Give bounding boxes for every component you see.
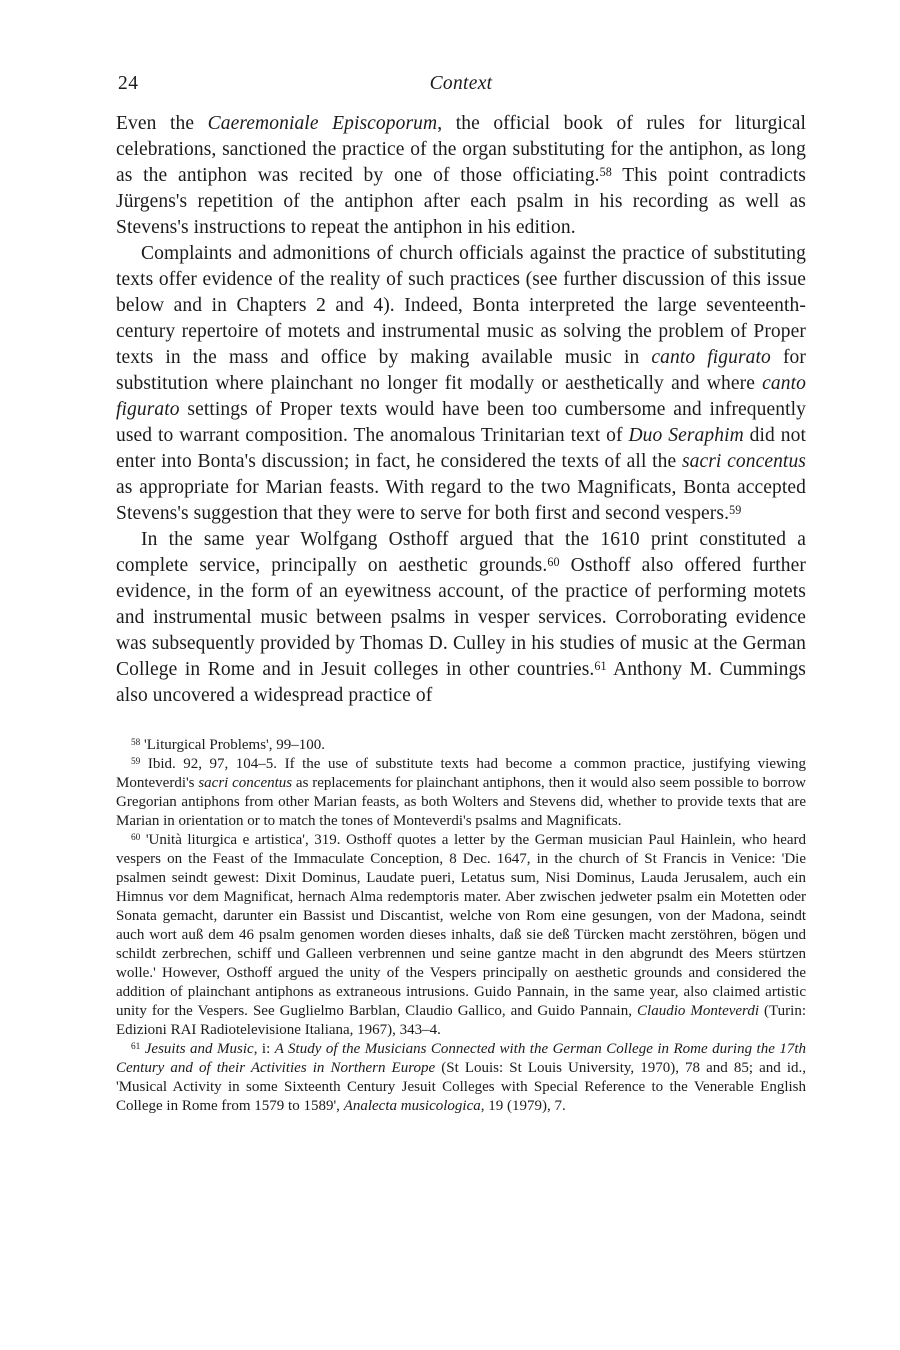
body-paragraph: In the same year Wolfgang Osthoff argued that the 1610 print constituted a complete service, principally on aesthetic grounds.$^{60}$ Osthoff also offered further evidence, in the form of an eyewitness account, of the practice of performing motets and instrumental music between psalms in vesper services. Corroborating evidence was subsequently provided by Thomas D. Culley in his studies of music at the German College in Rome and in Jesuit colleges in other countries.$^{61}$ Anthony M. Cummings also uncovered a widespread practice of xyxy=(116,529,806,706)
body-paragraph: Even the Caeremoniale Episcoporum, the official book of rules for liturgical celebrations, sanctioned the practice of the organ substituting for the antiphon, as long as the antiphon was recited by one of those officiating.$^{58}$ This point contradicts Jürgens's repetition of the antiphon after each psalm in his recording as well as Stevens's instructions to repeat the antiphon in his edition. xyxy=(116,113,806,238)
page-number: 24 xyxy=(118,73,139,94)
text-column xyxy=(116,72,806,1116)
body-paragraph: Complaints and admonitions of church officials against the practice of substituting texts offer evidence of the reality of such practices (see further discussion of this issue below and in Chapters 2 and 4). Indeed, Bonta interpreted the large seventeenth-century repertoire of motets and instrumental music as solving the problem of Proper texts in the mass and office by making available music in canto figurato for substitution where plainchant no longer fit modally or aesthetically and where canto figurato settings of Proper texts would have been too cumbersome and infrequently used to warrant composition. The anomalous Trinitarian text of Duo Seraphim did not enter into Bonta's discussion; in fact, he considered the texts of all the sacri concentus as appropriate for Marian feasts. With regard to the two Magnificats, Bonta accepted Stevens's suggestion that they were to serve for both first and second vespers.$^{59}$ xyxy=(116,243,807,524)
footnote: $^{58}$ 'Liturgical Problems', 99–100. xyxy=(131,737,325,753)
footnote: $^{59}$ Ibid. 92, 97, 104–5. If the use of substitute texts had become a common practice, justifying viewing Monteverdi's sacri concentus as replacements for plainchant antiphons, then it would also seem possible to borrow Gregorian antiphons from other Marian feasts, as both Wolters and Stevens did, whether to provide texts that are Marian in orientation or to match the tones of Monteverdi's psalms and Magnificats. xyxy=(116,756,806,829)
footnote: $^{61}$ Jesuits and Music, i: A Study of the Musicians Connected with the German College in Rome during the 17th Century and of their Activities in Northern Europe (St Louis: St Louis University, 1970), 78 and 85; and id., 'Musical Activity in some Sixteenth Century Jesuit Colleges with Special Reference to the Venerable English College in Rome from 1579 to 1589', Analecta musicologica, 19 (1979), 7. xyxy=(116,1041,807,1114)
body-text xyxy=(116,111,806,709)
running-head-title: Context xyxy=(429,73,493,94)
running-header xyxy=(116,72,806,96)
footnotes-section xyxy=(116,736,806,1116)
footnote: $^{60}$ 'Unità liturgica e artistica', 319. Osthoff quotes a letter by the German musician Paul Hainlein, who heard vespers on the Feast of the Immaculate Conception, 8 Dec. 1647, in the church of St Francis in Venice: 'Die psalmen seindt gewest: Dixit Dominus, Laudate pueri, Letatus sum, Nisi Dominus, Lauda Jerusalem, auch ein Himnus vor dem Magnificat, hernach Alma redemptoris mater. Aber zwischen jedweter psalm ein Motetten oder Sonata gemacht, darunter ein Bassist und Discantist, welche von Rom eine gesungen, von der Madona, seindt auch wort auß dem 46 psalm genomen worden dieses inhalts, daß sie deß Türcken macht zerstöhren, bögen und schildt zerbrechen, schiff und Galleen verbrennen und seine gantze macht in den abgrundt des Meers stürtzen wolle.' However, Osthoff argued the unity of the Vespers principally on aesthetic grounds and considered the addition of plainchant antiphons as extraneous intrusions. Guido Pannain, in the same year, also claimed artistic unity for the Vespers. See Guglielmo Barblan, Claudio Gallico, and Guido Pannain, Claudio Monteverdi (Turin: Edizioni RAI Radiotelevisione Italiana, 1967), 343–4. xyxy=(116,832,806,1038)
